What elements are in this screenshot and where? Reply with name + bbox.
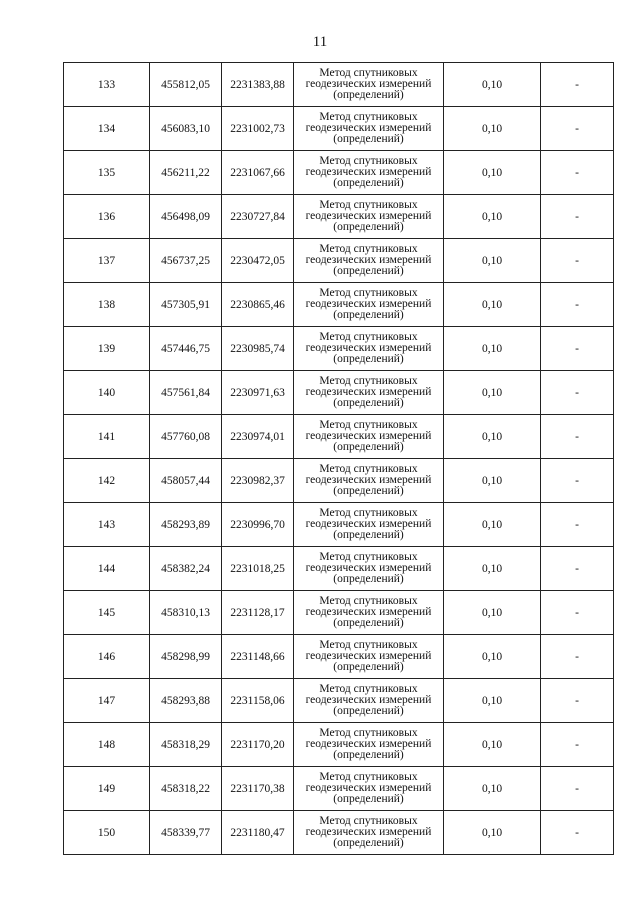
note-cell: - [541,327,614,371]
table-row [64,63,614,107]
point-number-cell: 149 [64,767,150,811]
note-cell: - [541,723,614,767]
accuracy-cell: 0,10 [444,415,541,459]
coordinate-x-cell: 458339,77 [150,811,222,855]
table-row [64,503,614,547]
coordinate-x-cell: 458382,24 [150,547,222,591]
point-number-cell: 145 [64,591,150,635]
note-cell: - [541,283,614,327]
point-number-cell: 141 [64,415,150,459]
accuracy-cell: 0,10 [444,239,541,283]
coordinate-y-cell: 2231383,88 [222,63,294,107]
note-cell: - [541,635,614,679]
note-cell: - [541,107,614,151]
page-number: 11 [312,34,328,50]
method-cell: Метод спутниковых геодезических измерений (определений) [294,195,444,239]
accuracy-cell: 0,10 [444,63,541,107]
table-row [64,635,614,679]
note-cell: - [541,459,614,503]
coordinate-x-cell: 456083,10 [150,107,222,151]
point-number-cell: 144 [64,547,150,591]
coordinate-y-cell: 2231067,66 [222,151,294,195]
point-number-cell: 142 [64,459,150,503]
coordinate-y-cell: 2230971,63 [222,371,294,415]
table-row [64,767,614,811]
coordinate-x-cell: 456498,09 [150,195,222,239]
table-row [64,459,614,503]
note-cell: - [541,415,614,459]
coordinate-y-cell: 2231148,66 [222,635,294,679]
table-row [64,547,614,591]
coordinate-y-cell: 2230982,37 [222,459,294,503]
point-number-cell: 133 [64,63,150,107]
note-cell: - [541,239,614,283]
point-number-cell: 135 [64,151,150,195]
point-number-cell: 138 [64,283,150,327]
coordinates-table [63,62,614,855]
point-number-cell: 143 [64,503,150,547]
point-number-cell: 139 [64,327,150,371]
accuracy-cell: 0,10 [444,107,541,151]
coordinate-x-cell: 456737,25 [150,239,222,283]
method-cell: Метод спутниковых геодезических измерений (определений) [294,635,444,679]
note-cell: - [541,767,614,811]
coordinate-y-cell: 2231128,17 [222,591,294,635]
point-number-cell: 137 [64,239,150,283]
table-row [64,371,614,415]
note-cell: - [541,547,614,591]
point-number-cell: 140 [64,371,150,415]
method-cell: Метод спутниковых геодезических измерений (определений) [294,591,444,635]
method-cell: Метод спутниковых геодезических измерений (определений) [294,371,444,415]
note-cell: - [541,811,614,855]
coordinate-x-cell: 456211,22 [150,151,222,195]
accuracy-cell: 0,10 [444,327,541,371]
method-cell: Метод спутниковых геодезических измерений (определений) [294,283,444,327]
coordinate-y-cell: 2230865,46 [222,283,294,327]
coordinate-y-cell: 2231180,47 [222,811,294,855]
method-cell: Метод спутниковых геодезических измерений (определений) [294,811,444,855]
coordinate-y-cell: 2231002,73 [222,107,294,151]
point-number-cell: 147 [64,679,150,723]
coordinate-y-cell: 2230985,74 [222,327,294,371]
coordinate-x-cell: 455812,05 [150,63,222,107]
note-cell: - [541,63,614,107]
accuracy-cell: 0,10 [444,679,541,723]
table-row [64,591,614,635]
coordinates-table-body [64,63,614,855]
coordinate-y-cell: 2230974,01 [222,415,294,459]
coordinate-x-cell: 458057,44 [150,459,222,503]
point-number-cell: 148 [64,723,150,767]
method-cell: Метод спутниковых геодезических измерений (определений) [294,327,444,371]
note-cell: - [541,503,614,547]
accuracy-cell: 0,10 [444,371,541,415]
point-number-cell: 146 [64,635,150,679]
note-cell: - [541,195,614,239]
method-cell: Метод спутниковых геодезических измерений (определений) [294,679,444,723]
coordinate-x-cell: 457305,91 [150,283,222,327]
accuracy-cell: 0,10 [444,547,541,591]
table-row [64,239,614,283]
coordinate-y-cell: 2230472,05 [222,239,294,283]
point-number-cell: 134 [64,107,150,151]
coordinate-y-cell: 2231170,38 [222,767,294,811]
method-cell: Метод спутниковых геодезических измерений (определений) [294,547,444,591]
method-cell: Метод спутниковых геодезических измерений (определений) [294,723,444,767]
coordinate-x-cell: 458293,89 [150,503,222,547]
coordinate-x-cell: 458310,13 [150,591,222,635]
note-cell: - [541,371,614,415]
coordinate-x-cell: 458318,29 [150,723,222,767]
coordinate-y-cell: 2230727,84 [222,195,294,239]
table-row [64,195,614,239]
table-row [64,811,614,855]
coordinate-y-cell: 2230996,70 [222,503,294,547]
note-cell: - [541,151,614,195]
table-row [64,415,614,459]
table-row [64,327,614,371]
coordinate-x-cell: 458318,22 [150,767,222,811]
method-cell: Метод спутниковых геодезических измерений (определений) [294,503,444,547]
method-cell: Метод спутниковых геодезических измерений (определений) [294,239,444,283]
method-cell: Метод спутниковых геодезических измерений (определений) [294,415,444,459]
coordinate-y-cell: 2231170,20 [222,723,294,767]
coordinate-y-cell: 2231018,25 [222,547,294,591]
method-cell: Метод спутниковых геодезических измерений (определений) [294,459,444,503]
accuracy-cell: 0,10 [444,283,541,327]
accuracy-cell: 0,10 [444,151,541,195]
coordinate-y-cell: 2231158,06 [222,679,294,723]
accuracy-cell: 0,10 [444,195,541,239]
method-cell: Метод спутниковых геодезических измерений (определений) [294,63,444,107]
coordinate-x-cell: 458293,88 [150,679,222,723]
method-cell: Метод спутниковых геодезических измерений (определений) [294,107,444,151]
table-row [64,679,614,723]
accuracy-cell: 0,10 [444,811,541,855]
point-number-cell: 150 [64,811,150,855]
accuracy-cell: 0,10 [444,723,541,767]
point-number-cell: 136 [64,195,150,239]
table-row [64,723,614,767]
table-row [64,283,614,327]
method-cell: Метод спутниковых геодезических измерений (определений) [294,151,444,195]
table-row [64,151,614,195]
table-row [64,107,614,151]
method-cell: Метод спутниковых геодезических измерений (определений) [294,767,444,811]
coordinate-x-cell: 458298,99 [150,635,222,679]
note-cell: - [541,591,614,635]
accuracy-cell: 0,10 [444,635,541,679]
accuracy-cell: 0,10 [444,503,541,547]
accuracy-cell: 0,10 [444,767,541,811]
coordinate-x-cell: 457446,75 [150,327,222,371]
coordinate-x-cell: 457760,08 [150,415,222,459]
accuracy-cell: 0,10 [444,459,541,503]
note-cell: - [541,679,614,723]
accuracy-cell: 0,10 [444,591,541,635]
coordinate-x-cell: 457561,84 [150,371,222,415]
